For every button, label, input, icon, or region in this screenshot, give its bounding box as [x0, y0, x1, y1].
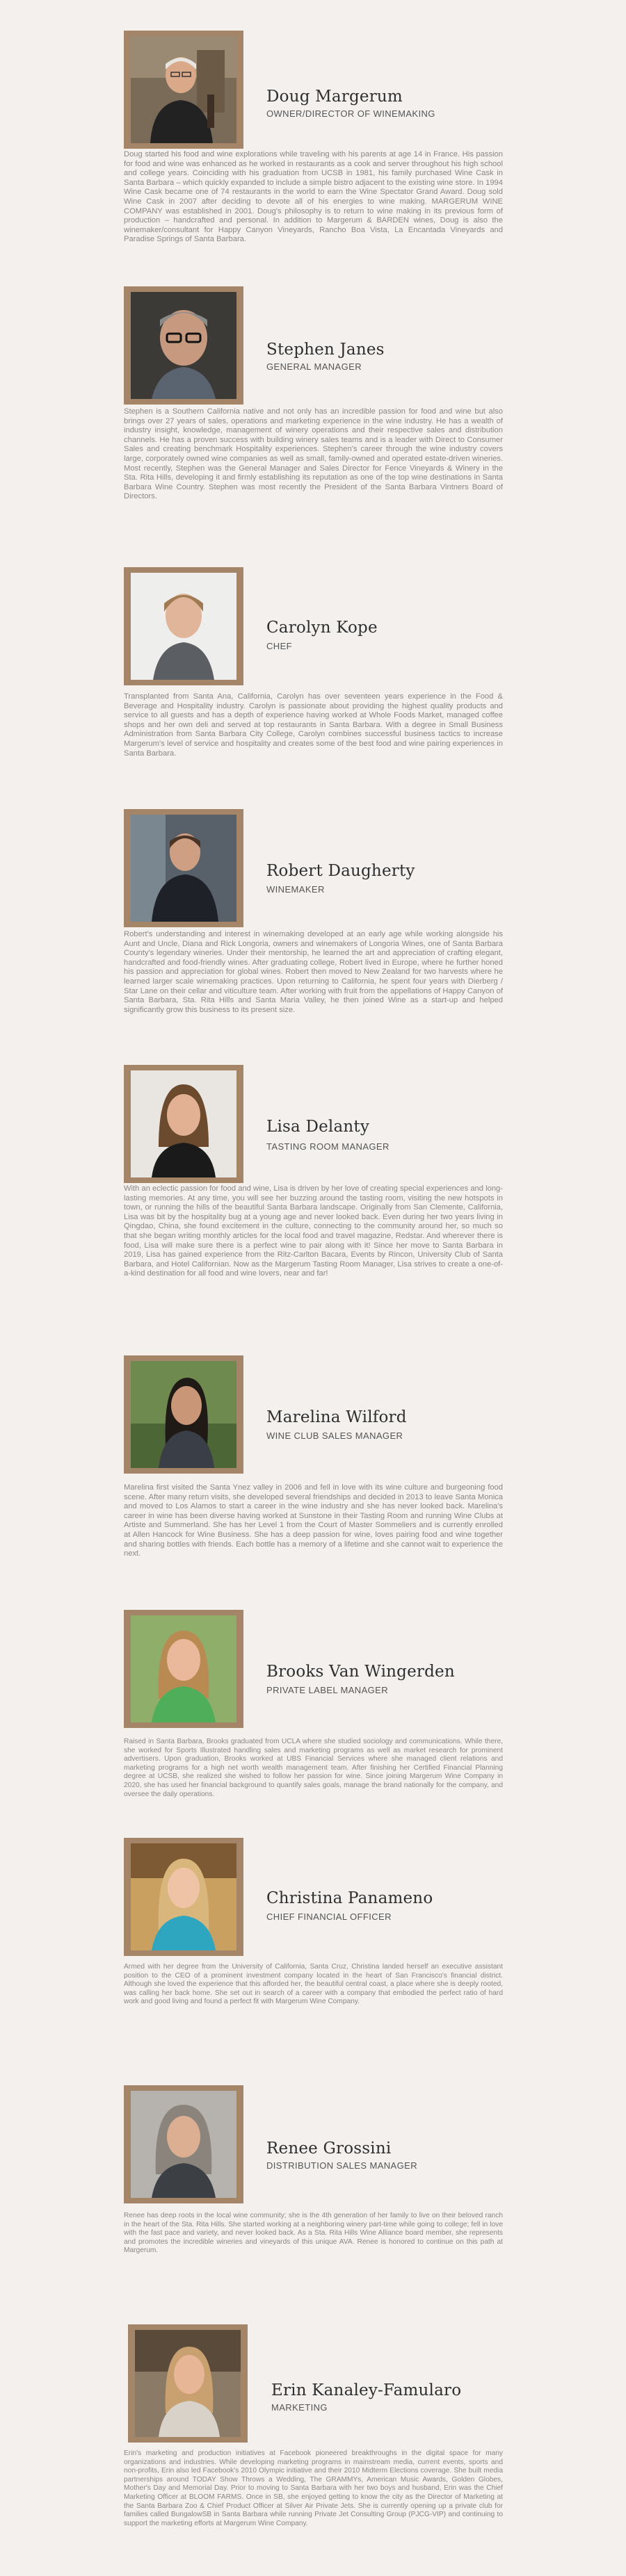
member-name: Christina Panameno: [266, 1889, 433, 1907]
member-role: TASTING ROOM MANAGER: [266, 1141, 390, 1152]
member-role: GENERAL MANAGER: [266, 361, 362, 372]
portrait-photo-icon: [131, 1361, 236, 1468]
member-bio: Erin's marketing and production initiatives at Facebook pioneered breakthroughs in the digital space for many organizations and industries. While developing marketing programs in mainstream media, current events, sports and non-profits, Erin also led Facebook's 2010 Olympic initiative and their 2010 Midterm Elections coverage. She built media partnerships around TODAY Show Throws a Wedding, The GRAMMYs, American Music Awards, Golden Globes, Mother's Day and Memorial Day. Prior to moving to Santa Barbara with her two boys and husband, Erin was the Chief Marketing Officer at BLOOM FARMS. Once in SB, she enjoyed getting to know the city as the Director of Marketing at the Santa Barbara Zoo & Chief Product Officer at Silver Air Private Jets. She is currently opening up a private club for families called BungalowSB in Santa Barbara while running Private Jet Consulting Group (PJCG-VIP) and continuing to support the marketing efforts at Margerum Wine Company.: [124, 2449, 503, 2527]
member-bio: Armed with her degree from the University of California, Santa Cruz, Christina landed herself an executive assistant position to the CEO of a prominent investment company located in the heart of San Francisco's financial district. Although she loved the experience that this afforded her, the beautiful central coast, a place where she is deeply rooted, was calling her back home. She set out in search of a career with a company that embodied the perfect ratio of hard work and good living and found a perfect fit with Margerum Wine Company.: [124, 1963, 503, 2006]
member-bio: Marelina first visited the Santa Ynez valley in 2006 and fell in love with its wine culture and burgeoning food scene. After many return visits, she developed several friendships and decided in 2013 to leave Santa Monica and moved to Los Alamos to start a career in the wine industry and she has never looked back. Marelina's career in wine has been diverse having worked at Sunstone in their Tasting Room and running Wine Clubs at Artiste and Summerland. She has her Level 1 from the Court of Master Sommeliers and is currently enrolled at Allen Hancock for Wine Business. She has a deep passion for wine, loves pairing food and wine together and sharing bottles with friends. Each bottle has a memory of a lifetime and she cannot wait to experience the next.: [124, 1483, 503, 1558]
member-name: Erin Kanaley-Famularo: [271, 2381, 462, 2399]
member-name: Carolyn Kope: [266, 619, 378, 637]
member-role: CHIEF FINANCIAL OFFICER: [266, 1911, 392, 1922]
member-bio: With an eclectic passion for food and wine, Lisa is driven by her love of creating special experiences and long-lasting memories. At any time, you will see her buzzing around the tasting room, visiting the new hotspots in town, or running the hills of the beautiful Santa Barbara landscape. Originally from San Clemente, California, Lisa was bit by the hospitality bug at a young age and never looked back. Even during her two years living in Qingdao, China, she found excitement in the culture, connecting to the community around her, so much so that she began writing monthly articles for the local food and travel magazine, Redstar. And wherever there is food, Lisa will make sure there is a perfect wine to pair along with it! Since her move to Santa Barbara in 2019, Lisa has gained experience from the Ritz-Carlton Bacara, Events by Rincon, University Club of Santa Barbara, and Hotel Californian. Now as the Margerum Tasting Room Manager, Lisa strives to create a one-of-a-kind destination for all food and wine lovers, near and far!: [124, 1184, 503, 1278]
photo-frame: [124, 31, 243, 149]
member-role: OWNER/DIRECTOR OF WINEMAKING: [266, 108, 435, 119]
member-name: Doug Margerum: [266, 88, 403, 106]
photo-frame: [124, 1610, 243, 1728]
portrait-photo-icon: [131, 292, 236, 399]
photo-frame: [124, 1065, 243, 1183]
photo-frame: [124, 2085, 243, 2203]
member-name: Brooks Van Wingerden: [266, 1663, 455, 1681]
member-bio: Robert's understanding and interest in winemaking developed at an early age while working alongside his Aunt and Uncle, Diana and Rick Longoria, owners and winemakers of Longoria Wines, one of Santa Barbara County's legendary wineries. Under their mentorship, he learned the art and appreciation of crafting elegant, handcrafted and food-friendly wines. After graduating college, Robert lived in Europe, where he further honed his passion and appreciation for global wines. Robert then moved to New Zealand for two harvests where he learned larger scale winemaking practices. Upon returning to California, he spent four years with Dierberg / Star Lane on their cellar and viticulture team. After working with fruit from the appellations of Happy Canyon of Santa Barbara, Sta. Rita Hills and Santa Maria Valley, he then joined Wine as a start-up and helped significantly grow this business to its present size.: [124, 930, 503, 1014]
photo-frame: [124, 1838, 243, 1956]
member-bio: Transplanted from Santa Ana, California, Carolyn has over seventeen years experience in the Food & Beverage and Hospitality industry. Carolyn is passionate about providing the highest quality products and service to all guests and has a depth of experience having worked at Whole Foods Market, managed coffee shops and her own deli and served at top restaurants in Santa Barbara. With a degree in Small Business Administration from Santa Barbara City College, Carolyn combines successful business tactics to increase Margerum's level of service and hospitality and creates some of the best food and wine pairing experiences in Santa Barbara.: [124, 692, 503, 758]
portrait-photo-icon: [131, 1615, 236, 1722]
member-bio: Raised in Santa Barbara, Brooks graduated from UCLA where she studied sociology and communications. While there, she worked for Sports Illustrated handling sales and marketing programs as well as market research for prominent advertisers. Upon graduation, Brooks worked at UBS Financial Services where she managed client relations and marketing programs for a high net worth wealth management team. After finishing her Certified Financial Planning degree at UCSB, she realized she wished to follow her passion for wine. Since joining Margerum Wine Company in 2020, she has used her financial background to quantify sales goals, manage the brand nationally for the company, and oversee the daily operations.: [124, 1738, 503, 1798]
member-role: MARKETING: [271, 2402, 328, 2413]
member-role: WINE CLUB SALES MANAGER: [266, 1430, 403, 1441]
portrait-photo-icon: [131, 36, 236, 143]
photo-frame: [124, 286, 243, 405]
member-bio: Stephen is a Southern California native and not only has an incredible passion for food and wine but also brings over 27 years of sales, operations and marketing experience in the wine industry. He has a wealth of industry insight, knowledge, management of winery operations and their respective sales and distribution channels. He has a proven success with building winery sales teams and is a leader with Direct to Consumer Sales and creating benchmark Hospitality experiences. Stephen's career through the wine industry covers large, corporately owned wine companies as well as small, family-owned and operated estate-driven wineries. Most recently, Stephen was the General Manager and Sales Director for Fence Vineyards & Winery in the Sta. Rita Hills, developing it and firmly establishing its reputation as one of the top wine destinations in Santa Barbara Wine Country. Stephen was most recently the President of the Santa Barbara Vintners Board of Directors.: [124, 407, 503, 501]
portrait-photo-icon: [131, 1843, 236, 1950]
photo-frame: [128, 2324, 248, 2443]
portrait-photo-icon: [131, 815, 236, 922]
portrait-photo-icon: [131, 1070, 236, 1177]
member-name: Robert Daugherty: [266, 862, 415, 880]
member-name: Renee Grossini: [266, 2139, 392, 2158]
portrait-photo-icon: [131, 2091, 236, 2198]
portrait-photo-icon: [131, 573, 236, 680]
member-role: CHEF: [266, 641, 292, 651]
photo-frame: [124, 1355, 243, 1474]
member-role: DISTRIBUTION SALES MANAGER: [266, 2160, 417, 2171]
member-role: PRIVATE LABEL MANAGER: [266, 1685, 389, 1695]
member-bio: Renee has deep roots in the local wine community; she is the 4th generation of her family to live on their beloved ranch in the heart of the Sta. Rita Hills. She started working at a neighboring winery part-time while going to college; fell in love with the fast pace and variety, and never looked back. As a Sta. Rita Hills Wine Alliance board member, she represents and promotes the incredible wineries and vineyards of this unique AVA. Renee is honored to continue on this path at Margerum.: [124, 2212, 503, 2255]
member-bio: Doug started his food and wine explorations while traveling with his parents at age 14 in France. His passion for food and wine was enhanced as he worked in restaurants as a cook and server throughout his high school and college years. Coinciding with his graduation from UCSB in 1981, his family purchased Wine Cask in Santa Barbara – which quickly expanded to include a simple bistro adjacent to the existing wine store. In 1994 Wine Cask became one of 74 restaurants in the world to earn the Wine Spectator Grand Award. Doug sold Wine Cask in 2007 after deciding to devote all of his energies to wine making. MARGERUM WINE COMPANY was established in 2001. Doug's philosophy is to return to wine making in its previous form of production – handcrafted and personal. In addition to Margerum & BARDEN wines, Doug is also the winemaker/consultant for Happy Canyon Vineyards, Rancho Boa Vista, La Encantada Vineyards and Paradise Springs of Santa Barbara.: [124, 150, 503, 244]
photo-frame: [124, 567, 243, 685]
member-name: Stephen Janes: [266, 341, 385, 359]
member-name: Lisa Delanty: [266, 1118, 370, 1136]
member-name: Marelina Wilford: [266, 1408, 407, 1426]
member-role: WINEMAKER: [266, 884, 325, 895]
portrait-photo-icon: [135, 2330, 241, 2437]
photo-frame: [124, 809, 243, 927]
